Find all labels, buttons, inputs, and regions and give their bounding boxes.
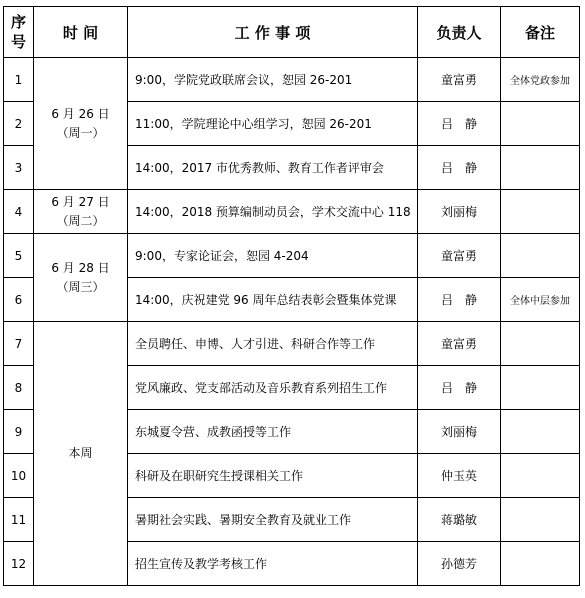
header-task: 工 作 事 项 <box>128 7 418 58</box>
time-date: 本周 <box>68 446 93 460</box>
time-date: 6 月 27 日 <box>51 194 110 209</box>
table-row <box>4 322 580 366</box>
task-cell: 全员聘任、申博、人才引进、科研合作等工作 <box>128 322 418 366</box>
row-number: 6 <box>4 278 34 322</box>
header-owner: 负责人 <box>418 7 501 58</box>
owner-cell: 孙德芳 <box>418 542 501 586</box>
task-cell: 14:00，2017 市优秀教师、教育工作者评审会 <box>128 146 418 190</box>
task-cell: 科研及在职研究生授课相关工作 <box>128 454 418 498</box>
owner-cell: 吕 静 <box>418 366 501 410</box>
task-cell: 东城夏令营、成教函授等工作 <box>128 410 418 454</box>
note-cell <box>501 498 580 542</box>
time-cell-tue <box>34 190 128 234</box>
note-cell: 全体中层参加 <box>501 278 580 322</box>
table-row <box>4 234 580 278</box>
row-number: 3 <box>4 146 34 190</box>
task-cell: 招生宣传及教学考核工作 <box>128 542 418 586</box>
header-seq <box>4 7 34 58</box>
header-time: 时 间 <box>34 7 128 58</box>
time-cell-week <box>34 322 128 586</box>
row-number: 2 <box>4 102 34 146</box>
time-date: 6 月 28 日 <box>51 260 110 275</box>
header-row <box>4 7 580 58</box>
header-note: 备注 <box>501 7 580 58</box>
time-weekday: （周一） <box>56 125 105 140</box>
task-cell: 党风廉政、党支部活动及音乐教育系列招生工作 <box>128 366 418 410</box>
row-number: 7 <box>4 322 34 366</box>
row-number: 1 <box>4 58 34 102</box>
note-cell <box>501 190 580 234</box>
table-row <box>4 58 580 102</box>
time-date: 6 月 26 日 <box>51 106 110 121</box>
time-weekday: （周三） <box>56 279 105 294</box>
note-cell <box>501 542 580 586</box>
note-cell <box>501 366 580 410</box>
note-cell <box>501 410 580 454</box>
task-cell: 11:00，学院理论中心组学习，恕园 26-201 <box>128 102 418 146</box>
table-row <box>4 190 580 234</box>
owner-cell: 童富勇 <box>418 234 501 278</box>
row-number: 10 <box>4 454 34 498</box>
task-cell: 9:00，专家论证会，恕园 4-204 <box>128 234 418 278</box>
row-number: 11 <box>4 498 34 542</box>
note-cell: 全体党政参加 <box>501 58 580 102</box>
row-number: 9 <box>4 410 34 454</box>
owner-cell: 仲玉英 <box>418 454 501 498</box>
owner-cell: 吕 静 <box>418 102 501 146</box>
row-number: 4 <box>4 190 34 234</box>
owner-cell: 吕 静 <box>418 278 501 322</box>
owner-cell: 童富勇 <box>418 322 501 366</box>
owner-cell: 刘丽梅 <box>418 190 501 234</box>
row-number: 5 <box>4 234 34 278</box>
note-cell <box>501 234 580 278</box>
note-cell <box>501 146 580 190</box>
note-cell <box>501 102 580 146</box>
task-cell: 14:00，庆祝建党 96 周年总结表彰会暨集体党课 <box>128 278 418 322</box>
note-cell <box>501 322 580 366</box>
owner-cell: 吕 静 <box>418 146 501 190</box>
owner-cell: 蒋璐敏 <box>418 498 501 542</box>
owner-cell: 童富勇 <box>418 58 501 102</box>
time-cell-wed <box>34 234 128 322</box>
task-cell: 14:00，2018 预算编制动员会，学术交流中心 118 <box>128 190 418 234</box>
time-cell-mon <box>34 58 128 190</box>
row-number: 8 <box>4 366 34 410</box>
header-seq-label: 序号 <box>10 13 26 51</box>
task-cell: 9:00，学院党政联席会议，恕园 26-201 <box>128 58 418 102</box>
row-number: 12 <box>4 542 34 586</box>
schedule-table <box>3 6 580 586</box>
task-cell: 暑期社会实践、暑期安全教育及就业工作 <box>128 498 418 542</box>
note-cell <box>501 454 580 498</box>
owner-cell: 刘丽梅 <box>418 410 501 454</box>
time-weekday: （周二） <box>56 213 105 228</box>
